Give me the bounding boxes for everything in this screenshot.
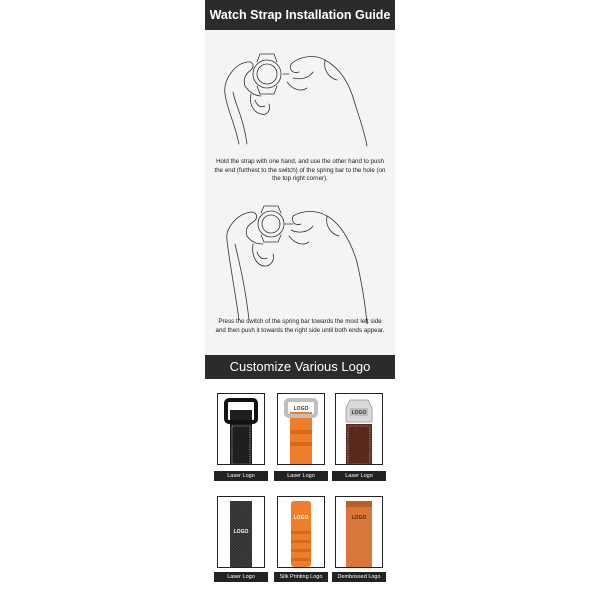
logo-mark: LOGO (233, 529, 249, 535)
carbon-strap-image (218, 497, 264, 567)
laser-logo-deployant-card[interactable] (335, 393, 383, 465)
orange-strap-image (278, 394, 324, 464)
logo-section-title: Customize Various Logo (205, 355, 395, 379)
step1-illustration (205, 34, 395, 154)
tan-leather-image (336, 497, 382, 567)
option-label: Laser Logo (274, 471, 328, 481)
laser-logo-orange-card[interactable] (277, 393, 325, 465)
laser-logo-carbon-card[interactable] (217, 496, 265, 568)
brown-strap-image (336, 394, 382, 464)
step1-caption: Hold the strap with one hand, and use the other hand to push the end (furthest to the switch) of the spring bar to the hole (on the top right corner). (214, 158, 386, 183)
logo-mark: LOGO (293, 515, 309, 521)
orange-silicone-image (278, 497, 324, 567)
option-label: Laser Logo (332, 471, 386, 481)
logo-mark: LOGO (293, 406, 309, 412)
logo-options-grid (205, 380, 395, 600)
option-label: Laser Logo (214, 572, 268, 582)
logo-mark: LOGO (351, 515, 367, 521)
logo-mark: LOGO (233, 405, 249, 411)
option-label: Dembossed Logo (332, 572, 386, 582)
installation-panel (205, 30, 395, 355)
option-label: Laser Logo (214, 471, 268, 481)
dembossed-logo-card[interactable] (335, 496, 383, 568)
step2-caption: Press the switch of the spring bar towards the most left side and then push it towards the right side until both ends appear. (215, 318, 385, 334)
silk-printing-logo-card[interactable] (277, 496, 325, 568)
option-label: Silk Printing Logo (274, 572, 328, 582)
logo-mark: LOGO (351, 410, 367, 416)
black-strap-image (218, 394, 264, 464)
laser-logo-black-card[interactable] (217, 393, 265, 465)
guide-title: Watch Strap Installation Guide (205, 0, 395, 30)
